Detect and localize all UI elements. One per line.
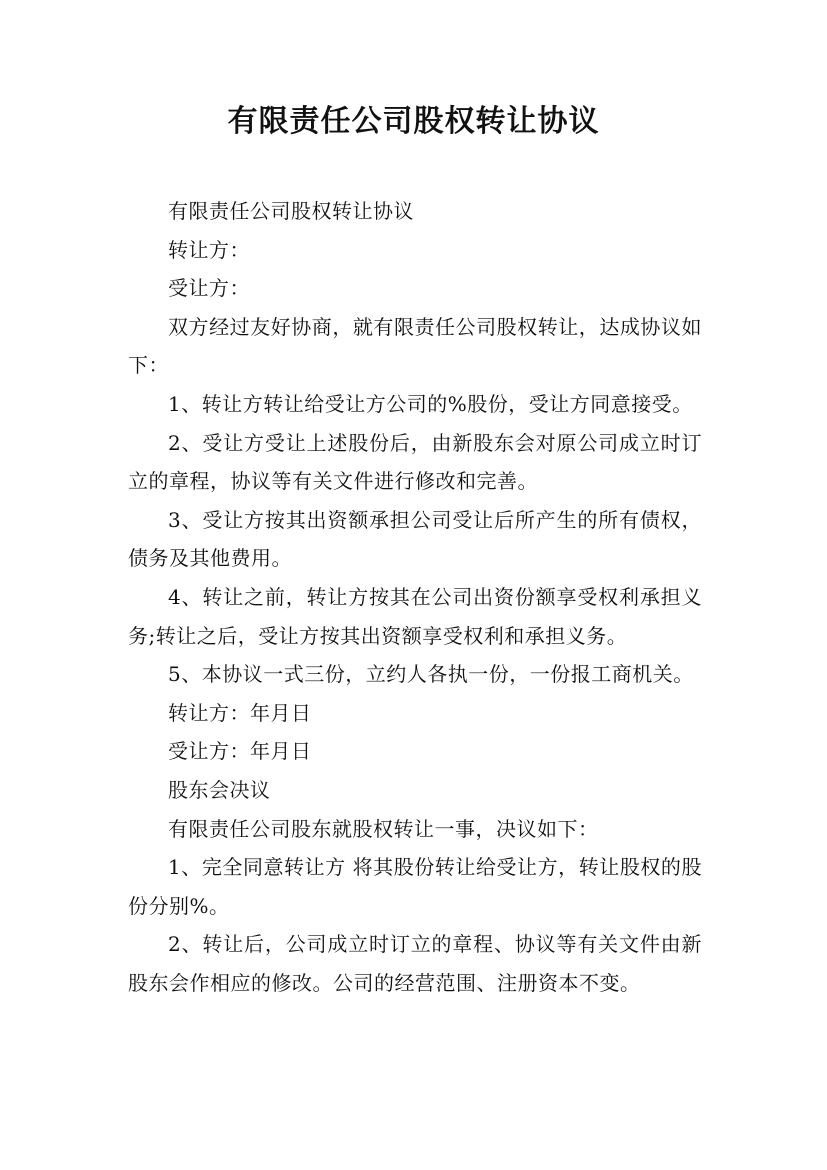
paragraph-clause-3: 3、受让方按其出资额承担公司受让后所产生的所有债权，债务及其他费用。 xyxy=(128,507,702,571)
paragraph-clause-5: 5、本协议一式三份，立约人各执一份，一份报工商机关。 xyxy=(168,662,694,687)
document-title: 有限责任公司股权转让协议 xyxy=(227,104,600,139)
paragraph-resolution-intro: 有限责任公司股东就股权转让一事，决议如下： xyxy=(168,816,599,841)
paragraph-transferor-date: 转让方：年月日 xyxy=(168,700,312,725)
paragraph-transferee-date: 受让方：年月日 xyxy=(168,739,312,764)
paragraph-subtitle: 有限责任公司股权转让协议 xyxy=(168,199,414,223)
paragraph-transferor: 转让方： xyxy=(168,237,250,262)
paragraph-clause-2: 2、受让方受让上述股份后，由新股东会对原公司成立时订立的章程，协议等有关文件进行修改和完善。 xyxy=(128,430,702,494)
paragraph-transferee: 受让方： xyxy=(168,276,250,301)
paragraph-resolution-2: 2、转让后，公司成立时订立的章程、协议等有关文件由新股东会作相应的修改。公司的经营范围、注册资本不变。 xyxy=(128,932,702,995)
paragraph-resolution-1: 1、完全同意转让方 将其股份转让给受让方，转让股权的股份分别%。 xyxy=(128,855,702,918)
document-body xyxy=(128,192,702,1002)
paragraph-resolution-heading: 股东会决议 xyxy=(168,777,271,802)
paragraph-clause-1: 1、转让方转让给受让方公司的%股份，受让方同意接受。 xyxy=(168,391,693,416)
paragraph-intro: 双方经过友好协商，就有限责任公司股权转让，达成协议如下： xyxy=(128,314,702,378)
paragraph-clause-4: 4、转让之前，转让方按其在公司出资份额享受权利承担义务;转让之后，受让方按其出资额享受权利和承担义务。 xyxy=(128,584,702,648)
